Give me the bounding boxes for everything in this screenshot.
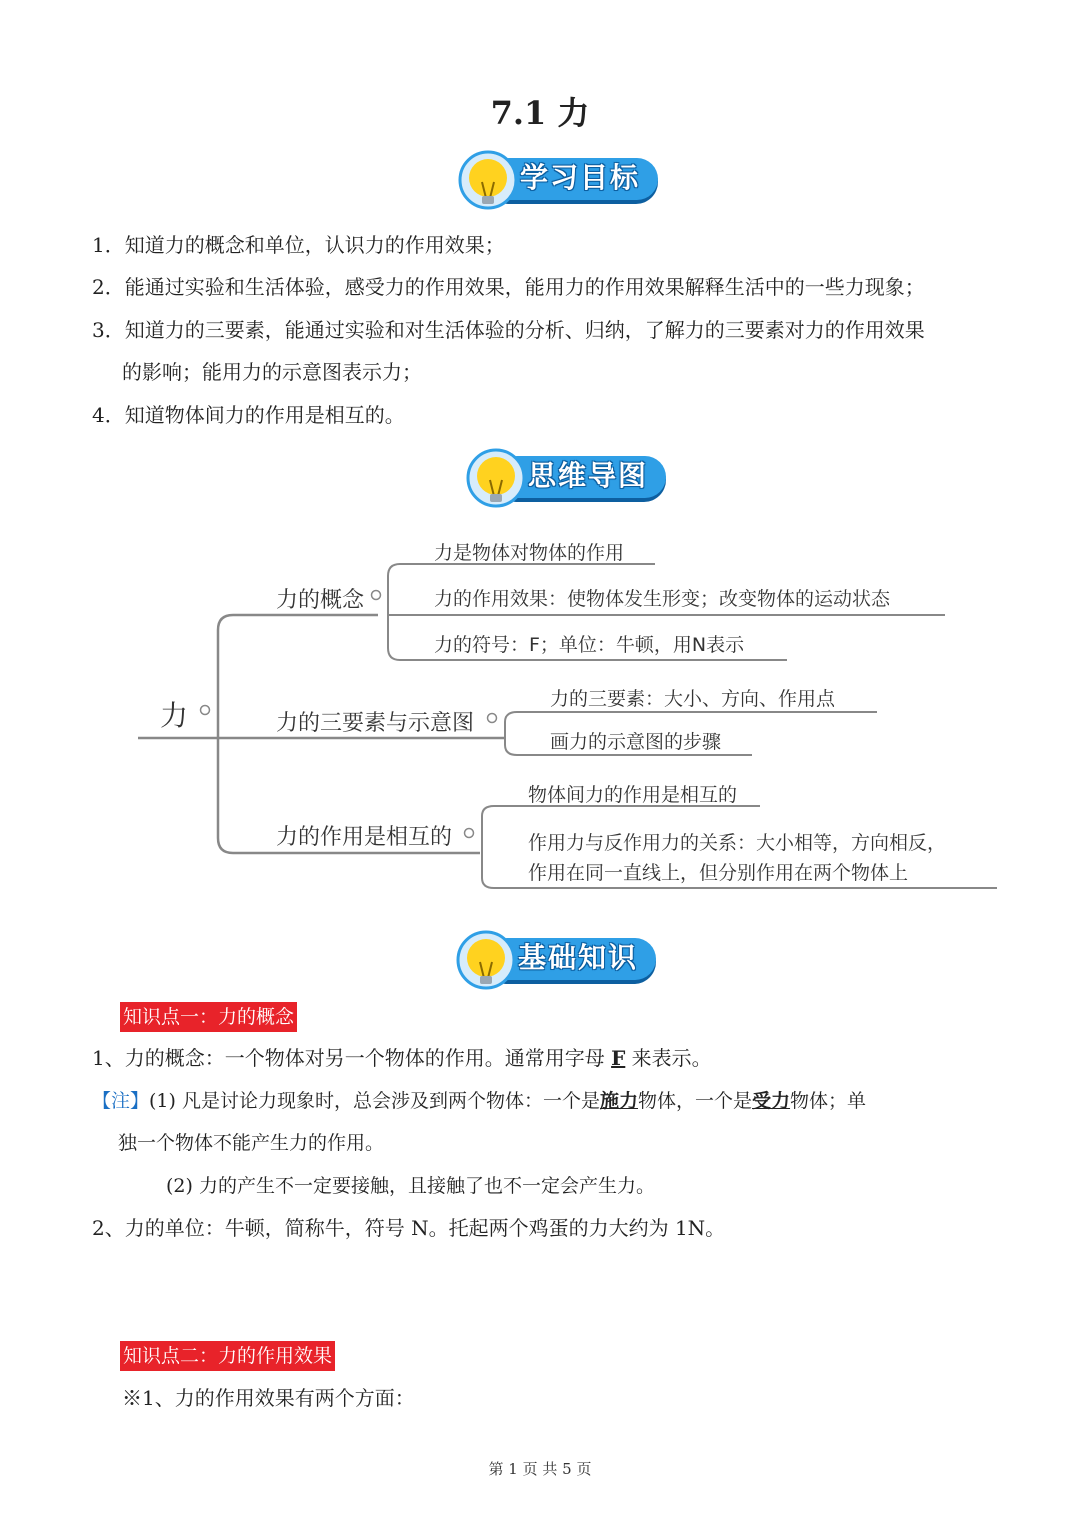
- mindmap-leaf: 力的作用效果：使物体发生形变；改变物体的运动状态: [434, 588, 891, 610]
- objective-3-cont: 的影响；能用力的示意图表示力；: [122, 360, 422, 384]
- kp1-note1-cont: 独一个物体不能产生力的作用。: [118, 1132, 385, 1154]
- objective-3: 3．知道力的三要素，能通过实验和对生活体验的分析、归纳，了解力的三要素对力的作用效果: [92, 318, 925, 342]
- collapse-icon: [488, 714, 497, 723]
- kp1-line1: [92, 1043, 712, 1073]
- section-label: 基础知识: [518, 941, 639, 974]
- text: (1) 凡是讨论力现象时，总会涉及到两个物体：一个是: [149, 1090, 600, 1112]
- kp2-line1: ※1、力的作用效果有两个方面：: [122, 1386, 415, 1410]
- mindmap-branch-concept: 力的概念: [276, 588, 365, 613]
- text: 1、力的概念：一个物体对另一个物体的作用。通常用字母: [92, 1046, 612, 1070]
- collapse-icon: [372, 591, 381, 600]
- objective-2: 2．能通过实验和生活体验，感受力的作用效果，能用力的作用效果解释生活中的一些力现象；: [92, 275, 925, 299]
- objective-1: 1．知道力的概念和单位，认识力的作用效果；: [92, 233, 505, 257]
- section-label: 思维导图: [528, 459, 649, 492]
- kp1-line2: 2、力的单位：牛顿，简称牛，符号 N。托起两个鸡蛋的力大约为 1N。: [92, 1216, 726, 1240]
- section-banner-mindmap: [464, 448, 670, 508]
- mindmap-leaf: 力是物体对物体的作用: [434, 542, 625, 564]
- mindmap-leaf: 作用在同一直线上，但分别作用在两个物体上: [528, 862, 909, 884]
- section-label: 学习目标: [520, 161, 641, 194]
- text: 物体；单: [790, 1090, 867, 1112]
- kp1-note2: (2) 力的产生不一定要接触，且接触了也不一定会产生力。: [166, 1175, 655, 1197]
- objective-4: 4．知道物体间力的作用是相互的。: [92, 403, 405, 427]
- keyword: 受力: [752, 1090, 791, 1112]
- symbol-f: F: [611, 1046, 626, 1070]
- section-banner-objectives: [456, 150, 662, 210]
- mindmap-leaf: 力的符号：F；单位：牛顿，用N表示: [434, 634, 745, 656]
- mindmap-branch-elements: 力的三要素与示意图: [276, 711, 475, 736]
- collapse-icon: [201, 706, 210, 715]
- section-banner-basics: [454, 930, 660, 990]
- mindmap-leaf: 画力的示意图的步骤: [550, 731, 722, 753]
- kp1-label: 知识点一：力的概念: [120, 1002, 297, 1032]
- mindmap-leaf: 作用力与反作用力的关系：大小相等，方向相反，: [528, 832, 947, 854]
- note-tag: 【注】: [92, 1090, 150, 1112]
- kp2-label: 知识点二：力的作用效果: [120, 1341, 335, 1371]
- page-title: 7.1 力: [490, 94, 590, 132]
- text: 物体，一个是: [638, 1090, 753, 1112]
- page-footer: 第 1 页 共 5 页: [488, 1460, 592, 1478]
- text: 来表示。: [625, 1046, 712, 1070]
- mindmap-root: 力: [160, 699, 189, 732]
- keyword: 施力: [599, 1090, 638, 1112]
- kp1-note1: [92, 1086, 866, 1116]
- mindmap-branch-mutual: 力的作用是相互的: [276, 825, 453, 850]
- mindmap-leaf: 物体间力的作用是相互的: [528, 784, 738, 806]
- mindmap-leaf: 力的三要素：大小、方向、作用点: [550, 688, 836, 710]
- collapse-icon: [465, 829, 474, 838]
